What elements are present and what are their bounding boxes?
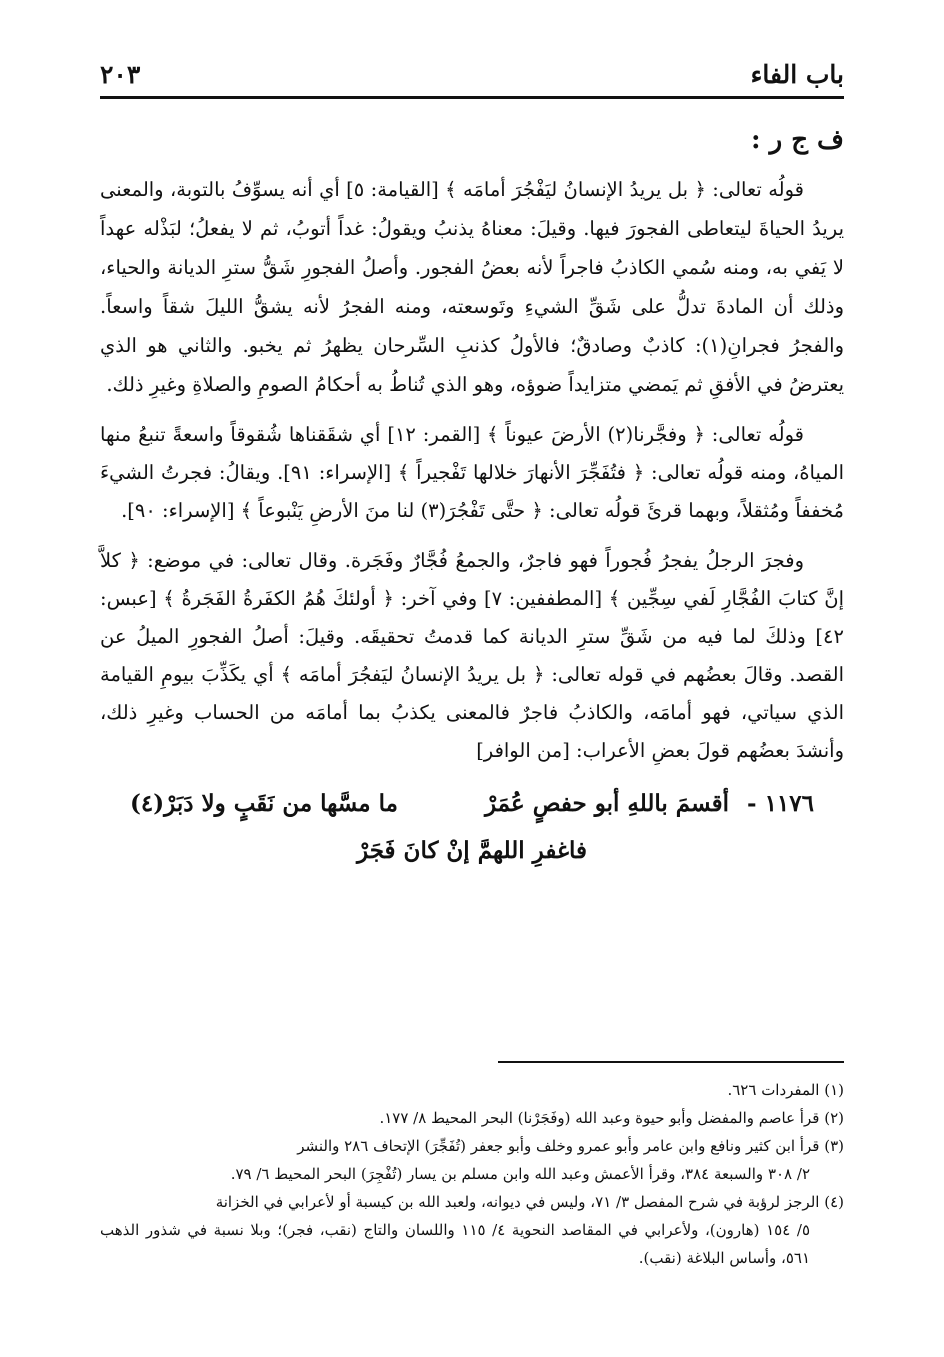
footnote-text: الرجز لرؤبة في شرح المفصل ٣/ ٧١، وليس في ديوانه، ولعبد الله بن كيسبة أو لأعرابي في الخزانة xyxy=(215,1193,820,1211)
footnote-marker: (١) xyxy=(824,1081,844,1099)
footnote-marker: (٤) xyxy=(824,1193,844,1211)
entry-heading: ف ج ر : xyxy=(750,125,844,155)
footnote-text: قرأ عاصم والمفضل وأبو حيوة وعبد الله (وفَجَرْنا) البحر المحيط ٨/ ١٧٧. xyxy=(379,1109,820,1127)
paragraph: قولُه تعالى: ﴿ وفجَّرنا(٢) الأرضَ عيوناً ﴾ [القمر: ١٢] أي شقَقناها شُقوقاً واسعةً تنبعُ منها المياهُ، ومنه قولُه تعالى: ﴿ فتُفَجِّرَ الأنهارَ خلالها تَفْجيراً ﴾ [الإسراء: ٩١]. ويقالُ: فجرتُ الشيءَ مُخففاً ومُثقلاً، وبهما قرئَ قولُه تعالى: ﴿ حتَّى تَفْجُرَ(٣) لنا منَ الأرضِ يَنْبوعاً ﴾ [الإسراء: ٩٠]. xyxy=(100,423,844,522)
footnote-separator xyxy=(498,1061,844,1063)
poem-verse xyxy=(100,782,844,876)
header-rule xyxy=(100,96,844,99)
poem-hemistich: ما مسَّها من نَقَبٍ ولا دَبَرْ(٤) xyxy=(130,790,398,817)
footnotes xyxy=(100,1076,844,1272)
poem-hemistich-text: أقسمَ باللهِ أبو حفصٍ عُمَرْ xyxy=(484,790,729,817)
footnote-continuation: ٥/ ١٥٤ (هارون)، ولأعرابي في المقاصد النحوية ٤/ ١١٥ واللسان والتاج (نقب، فجر)؛ وبلا نسبة في شذور الذهب ٥٦١، وأساس البلاغة (نقب). xyxy=(100,1221,811,1267)
footnote xyxy=(100,1188,844,1272)
poem-line xyxy=(100,782,844,826)
chapter-title: باب الفاء xyxy=(750,59,844,89)
page-number: ٢٠٣ xyxy=(100,59,141,89)
footnote xyxy=(100,1076,844,1104)
verse-number: ١١٧٦ - xyxy=(747,790,814,817)
footnote-continuation: ٢/ ٣٠٨ والسبعة ٣٨٤، وقرأ الأعمش وعبد الله وابن مسلم بن يسار (تُفْجِرَ) البحر المحيط ٦/ ٧٩. xyxy=(230,1165,810,1183)
footnote xyxy=(100,1132,844,1188)
entry-body xyxy=(100,120,844,876)
footnote-marker: (٣) xyxy=(824,1137,844,1155)
footnote-text: المفردات ٦٢٦. xyxy=(727,1081,820,1099)
poem-line: فاغفرِ اللهمَّ إنْ كانَ فَجَرْ xyxy=(357,837,587,864)
footnote-marker: (٢) xyxy=(824,1109,844,1127)
paragraph: وفجرَ الرجلُ يفجرُ فُجوراً فهو فاجرٌ، والجمعُ فُجَّارٌ وفَجَرة. وقال تعالى: في موضع: ﴿ كلاَّ إنَّ كتابَ الفُجَّارِ لَفي سِجِّين ﴾ [المطففين: ٧] وفي آخر: ﴿ أولئكَ هُمُ الكفَرةُ الفَجَرةُ ﴾ [عبس: ٤٢] وذلكَ لما فيه من شَقِّ سترِ الديانة كما قدمتُ تحقيقَه. وقيلَ: أصلُ الفجورِ الميلُ عن القصد. وقالَ بعضُهم في قوله تعالى: ﴿ بل يريدُ الإنسانُ ليَفجُرَ أمامَه ﴾ أي يكَذِّبَ بيومِ القيامة الذي سياتي، فهو أمامَه، والكاذبُ فاجرٌ فالمعنى يكذبُ بما أمامَه من الحساب وغيرِ ذلك، وأنشدَ بعضُهم قولَ بعضِ الأعراب: [من الوافر] xyxy=(100,549,844,762)
page-header xyxy=(100,52,844,96)
paragraph: قولُه تعالى: ﴿ بل يريدُ الإنسانُ ليَفْجُرَ أمامَه ﴾ [القيامة: ٥] أي أنه يسوِّفُ بالتوبة، والمعنى يريدُ الحياةَ ليتعاطى الفجورَ فيها. وقيلَ: معناهُ يذنبُ ويقولُ: غداً أتوبُ، ثم لا يفعلُ؛ لبَذْله عهداً لا يَفي به، ومنه سُمي الكاذبُ فاجراً لأنه بعضُ الفجور. وأصلُ الفجورِ شَقُّ سترِ الديانة والحياء، وذلك أن المادةَ تدلُّ على شَقِّ الشيءِ وتَوسعته، ومنه الفجرُ لأنه يشقُّ الليلَ شقاً واسعاً. والفجرُ فجرانِ(١): كاذبٌ وصادقٌ؛ فالأولُ كذنبِ السِّرحان يظهرُ ثم يخبو. والثاني هو الذي يعترضُ في الأفقِ ثم يَمضي متزايداً ضوؤه، وهو الذي تُناطُ به أحكامُ الصومِ والصلاةِ وغيرِ ذلك. xyxy=(100,178,844,396)
poem-hemistich xyxy=(485,782,814,826)
footnote xyxy=(100,1104,844,1132)
footnote-text: قرأ ابن كثير ونافع وابن عامر وأبو عمرو وخلف وأبو جعفر (تُفَجِّرَ) الإتحاف ٢٨٦ والنشر xyxy=(297,1137,820,1155)
